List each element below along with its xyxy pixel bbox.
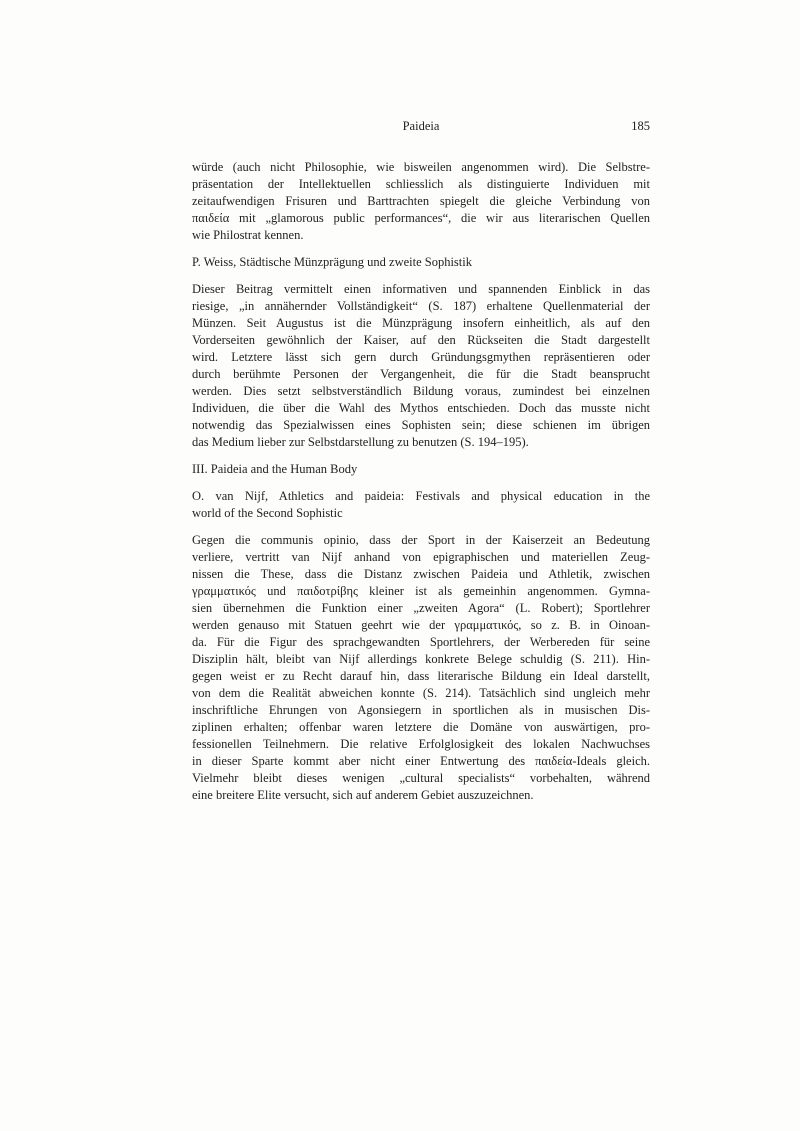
text-line: Vorderseiten gewöhnlich der Kaiser, auf den Rückseiten die Stadt dargestellt bbox=[192, 333, 650, 347]
text-line: werden. Dies setzt selbstverständlich Bildung voraus, zumindest bei einzelnen bbox=[192, 384, 650, 398]
heading-line: world of the Second Sophistic bbox=[192, 506, 343, 520]
running-header bbox=[192, 118, 650, 135]
text-line: fessionellen Teilnehmern. Die relative Erfolglosigkeit des lokalen Nachwuchses bbox=[192, 737, 650, 751]
paragraph-athletics bbox=[192, 532, 650, 804]
text-block bbox=[192, 118, 650, 804]
text-line: würde (auch nicht Philosophie, wie bisweilen angenommen wird). Die Selbstre- bbox=[192, 160, 650, 174]
text-line: werden genauso mit Statuen geehrt wie der γραμματικός, so z. B. in Oinoan- bbox=[192, 618, 650, 632]
heading-line: III. Paideia and the Human Body bbox=[192, 462, 358, 476]
text-line: sien übernehmen die Funktion einer „zweiten Agora“ (L. Robert); Sportlehrer bbox=[192, 601, 650, 615]
text-line: verliere, vertritt van Nijf anhand von epigraphischen und materiellen Zeug- bbox=[192, 550, 650, 564]
text-line: von dem die Realität abweichen konnte (S. 214). Tatsächlich sind ungleich mehr bbox=[192, 686, 650, 700]
text-line: gegen weist er zu Recht darauf hin, dass literarische Bildung ein Ideal darstellt, bbox=[192, 669, 650, 683]
text-line: παιδεία mit „glamorous public performances“, die wir aus literarischen Quellen bbox=[192, 211, 650, 225]
text-line: Dieser Beitrag vermittelt einen informativen und spannenden Einblick in das bbox=[192, 282, 650, 296]
text-line: notwendig das Spezialwissen eines Sophisten sein; diese schienen im übrigen bbox=[192, 418, 650, 432]
paragraph-muenzpraegung bbox=[192, 281, 650, 451]
text-line: eine breitere Elite versucht, sich auf anderem Gebiet auszuzeichnen. bbox=[192, 788, 534, 802]
text-line: in dieser Sparte kommt aber nicht einer Entwertung des παιδεία-Ideals gleich. bbox=[192, 754, 650, 768]
text-line: präsentation der Intellektuellen schliesslich als distinguierte Individuen mit bbox=[192, 177, 650, 191]
text-line: Münzen. Seit Augustus ist die Münzprägung insofern einheitlich, als auf den bbox=[192, 316, 650, 330]
text-line: γραμματικός und παιδοτρίβης kleiner ist als gemeinhin angenommen. Gymna- bbox=[192, 584, 650, 598]
text-line: inschriftliche Ehrungen von Agonsiegern in sportlichen als in musischen Dis- bbox=[192, 703, 650, 717]
text-line: Individuen, die über die Wahl des Mythos entschieden. Doch das musste nicht bbox=[192, 401, 650, 415]
running-head-title: Paideia bbox=[402, 119, 440, 133]
text-line: wie Philostrat kennen. bbox=[192, 228, 304, 242]
heading-line: P. Weiss, Städtische Münzprägung und zweite Sophistik bbox=[192, 255, 472, 269]
text-line: Vielmehr bleibt dieses wenigen „cultural specialists“ vorbehalten, während bbox=[192, 771, 650, 785]
text-line: Gegen die communis opinio, dass der Sport in der Kaiserzeit an Bedeutung bbox=[192, 533, 650, 547]
article-heading-van-nijf bbox=[192, 488, 650, 522]
paragraph-selbstdarstellung bbox=[192, 159, 650, 244]
text-line: wird. Letztere lässt sich gern durch Gründungsgmythen repräsentieren oder bbox=[192, 350, 650, 364]
text-line: durch berühmte Personen der Vergangenheit, die für die Stadt beansprucht bbox=[192, 367, 650, 381]
text-line: das Medium lieber zur Selbstdarstellung zu benutzen (S. 194–195). bbox=[192, 435, 529, 449]
heading-line: O. van Nijf, Athletics and paideia: Festivals and physical education in the bbox=[192, 489, 650, 503]
text-line: ziplinen erhalten; offenbar waren letztere die Domäne von auswärtigen, pro- bbox=[192, 720, 650, 734]
text-line: da. Für die Figur des sprachgewandten Sportlehrers, der Werbereden für seine bbox=[192, 635, 650, 649]
text-line: Disziplin hält, bleibt van Nijf allerdings konkrete Belege schuldig (S. 211). Hin- bbox=[192, 652, 650, 666]
page-number: 185 bbox=[631, 119, 650, 133]
text-line: riesige, „in annähernder Vollständigkeit“ (S. 187) erhaltene Quellenmaterial der bbox=[192, 299, 650, 313]
text-line: nissen die These, dass die Distanz zwischen Paideia und Athletik, zwischen bbox=[192, 567, 650, 581]
text-line: zeitaufwendigen Frisuren und Barttrachten spiegelt die gleiche Verbindung von bbox=[192, 194, 650, 208]
section-heading-iii bbox=[192, 461, 650, 478]
article-heading-weiss bbox=[192, 254, 650, 271]
